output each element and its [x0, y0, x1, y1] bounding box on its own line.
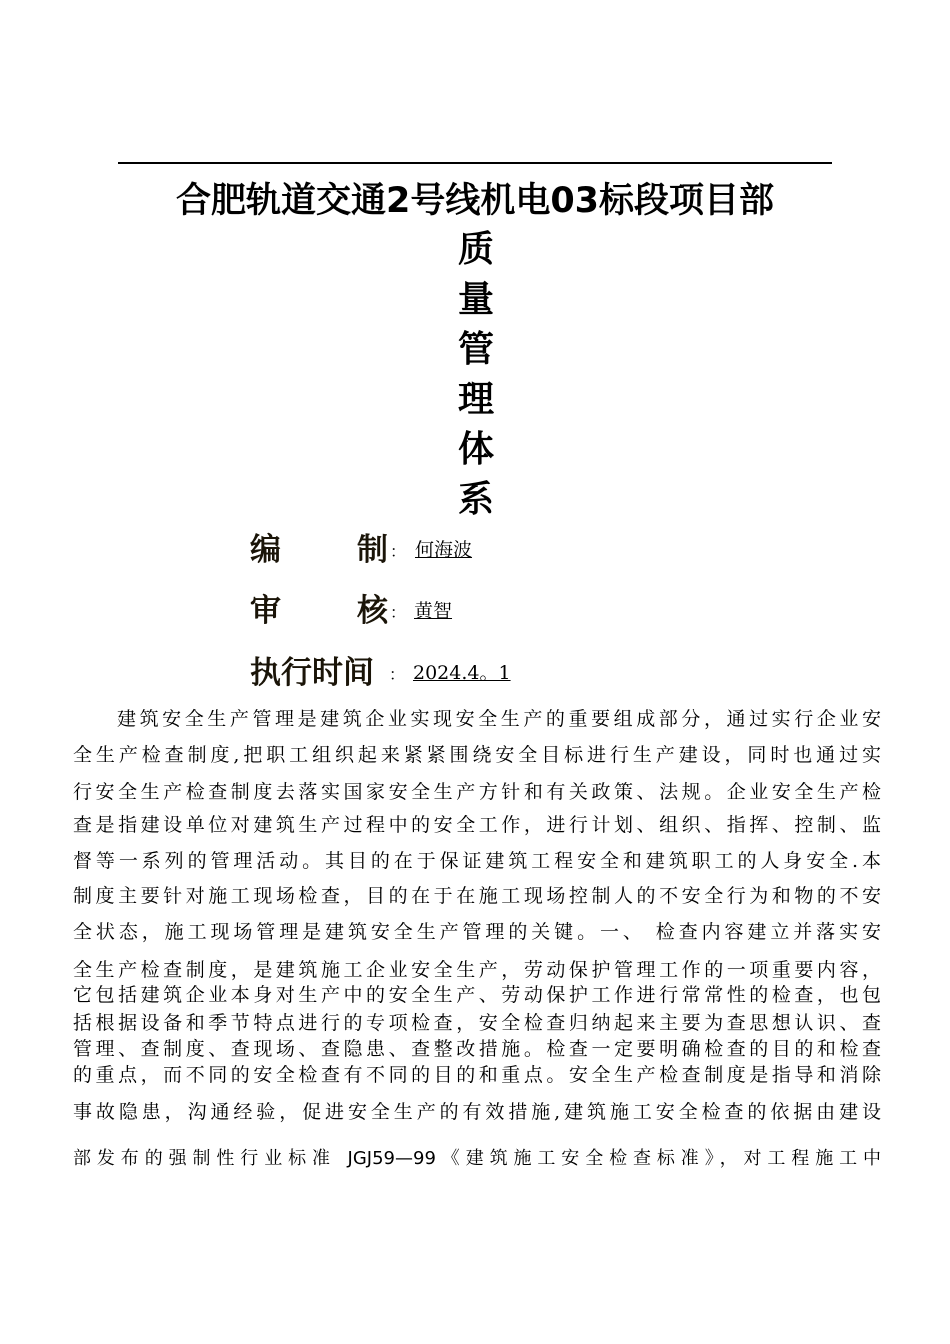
- body-line: 管理、查制度、查现场、查隐患、查整改措施。检查一定要明确检查的目的和检查: [73, 1038, 881, 1060]
- body-line: 查是指建设单位对建筑生产过程中的安全工作，进行计划、组织、指挥、控制、监: [73, 814, 881, 836]
- document-title: 合肥轨道交通2号线机电03标段项目部: [175, 181, 775, 221]
- vertical-title-char: 体: [457, 429, 494, 470]
- body-line: 全生产检查制度，是建筑施工企业安全生产，劳动保护管理工作的一项重要内容，: [73, 959, 881, 981]
- body-line: 全状态，施工现场管理是建筑安全生产管理的关键。一、 检查内容建立并落实安: [73, 921, 881, 943]
- body-line: 的重点，而不同的安全检查有不同的目的和重点。安全生产检查制度是指导和消除: [73, 1064, 881, 1086]
- body-line: 它包括建筑企业本身对生产中的安全生产、劳动保护工作进行常常性的检查，也包: [73, 984, 881, 1006]
- title-top-rule: [118, 162, 832, 164]
- body-line: 制度主要针对施工现场检查，目的在于在施工现场控制人的不安全行为和物的不安: [73, 885, 881, 907]
- vertical-title-char: 质: [457, 229, 494, 270]
- vertical-title-char: 系: [457, 479, 494, 520]
- vertical-title-char: 量: [457, 279, 494, 320]
- meta-compiler-value: 何海波: [415, 539, 473, 561]
- vertical-title-char: 管: [457, 329, 494, 370]
- body-line: 督等一系列的管理活动。其目的在于保证建筑工程安全和建筑职工的人身安全.本: [73, 850, 881, 872]
- body-line: 全生产检查制度,把职工组织起来紧紧围绕安全目标进行生产建设，同时也通过实: [73, 744, 881, 766]
- meta-compiler-label: 编 制: [250, 532, 388, 568]
- vertical-title-char: 理: [457, 379, 494, 420]
- meta-colon: ：: [389, 665, 406, 684]
- body-line: 括根据设备和季节特点进行的专项检查，安全检查归纳起来主要为查思想认识、查: [73, 1012, 881, 1034]
- meta-reviewer-label: 审 核: [250, 593, 388, 629]
- meta-colon: ：: [390, 603, 407, 622]
- meta-effective-date-label: 执行时间: [250, 655, 374, 691]
- body-line: 建筑安全生产管理是建筑企业实现安全生产的重要组成部分，通过实行企业安: [117, 708, 881, 730]
- body-line: 部发布的强制性行业标准 JGJ59—99《建筑施工安全检查标准》，对工程施工中: [73, 1148, 881, 1169]
- meta-reviewer-value: 黄智: [414, 600, 453, 622]
- meta-colon: ：: [390, 542, 407, 561]
- body-line: 行安全生产检查制度去落实国家安全生产方针和有关政策、法规。企业安全生产检: [73, 781, 881, 803]
- meta-effective-date-value: 2024.4。1: [413, 662, 511, 684]
- body-line: 事故隐患，沟通经验，促进安全生产的有效措施,建筑施工安全检查的依据由建设: [73, 1101, 881, 1123]
